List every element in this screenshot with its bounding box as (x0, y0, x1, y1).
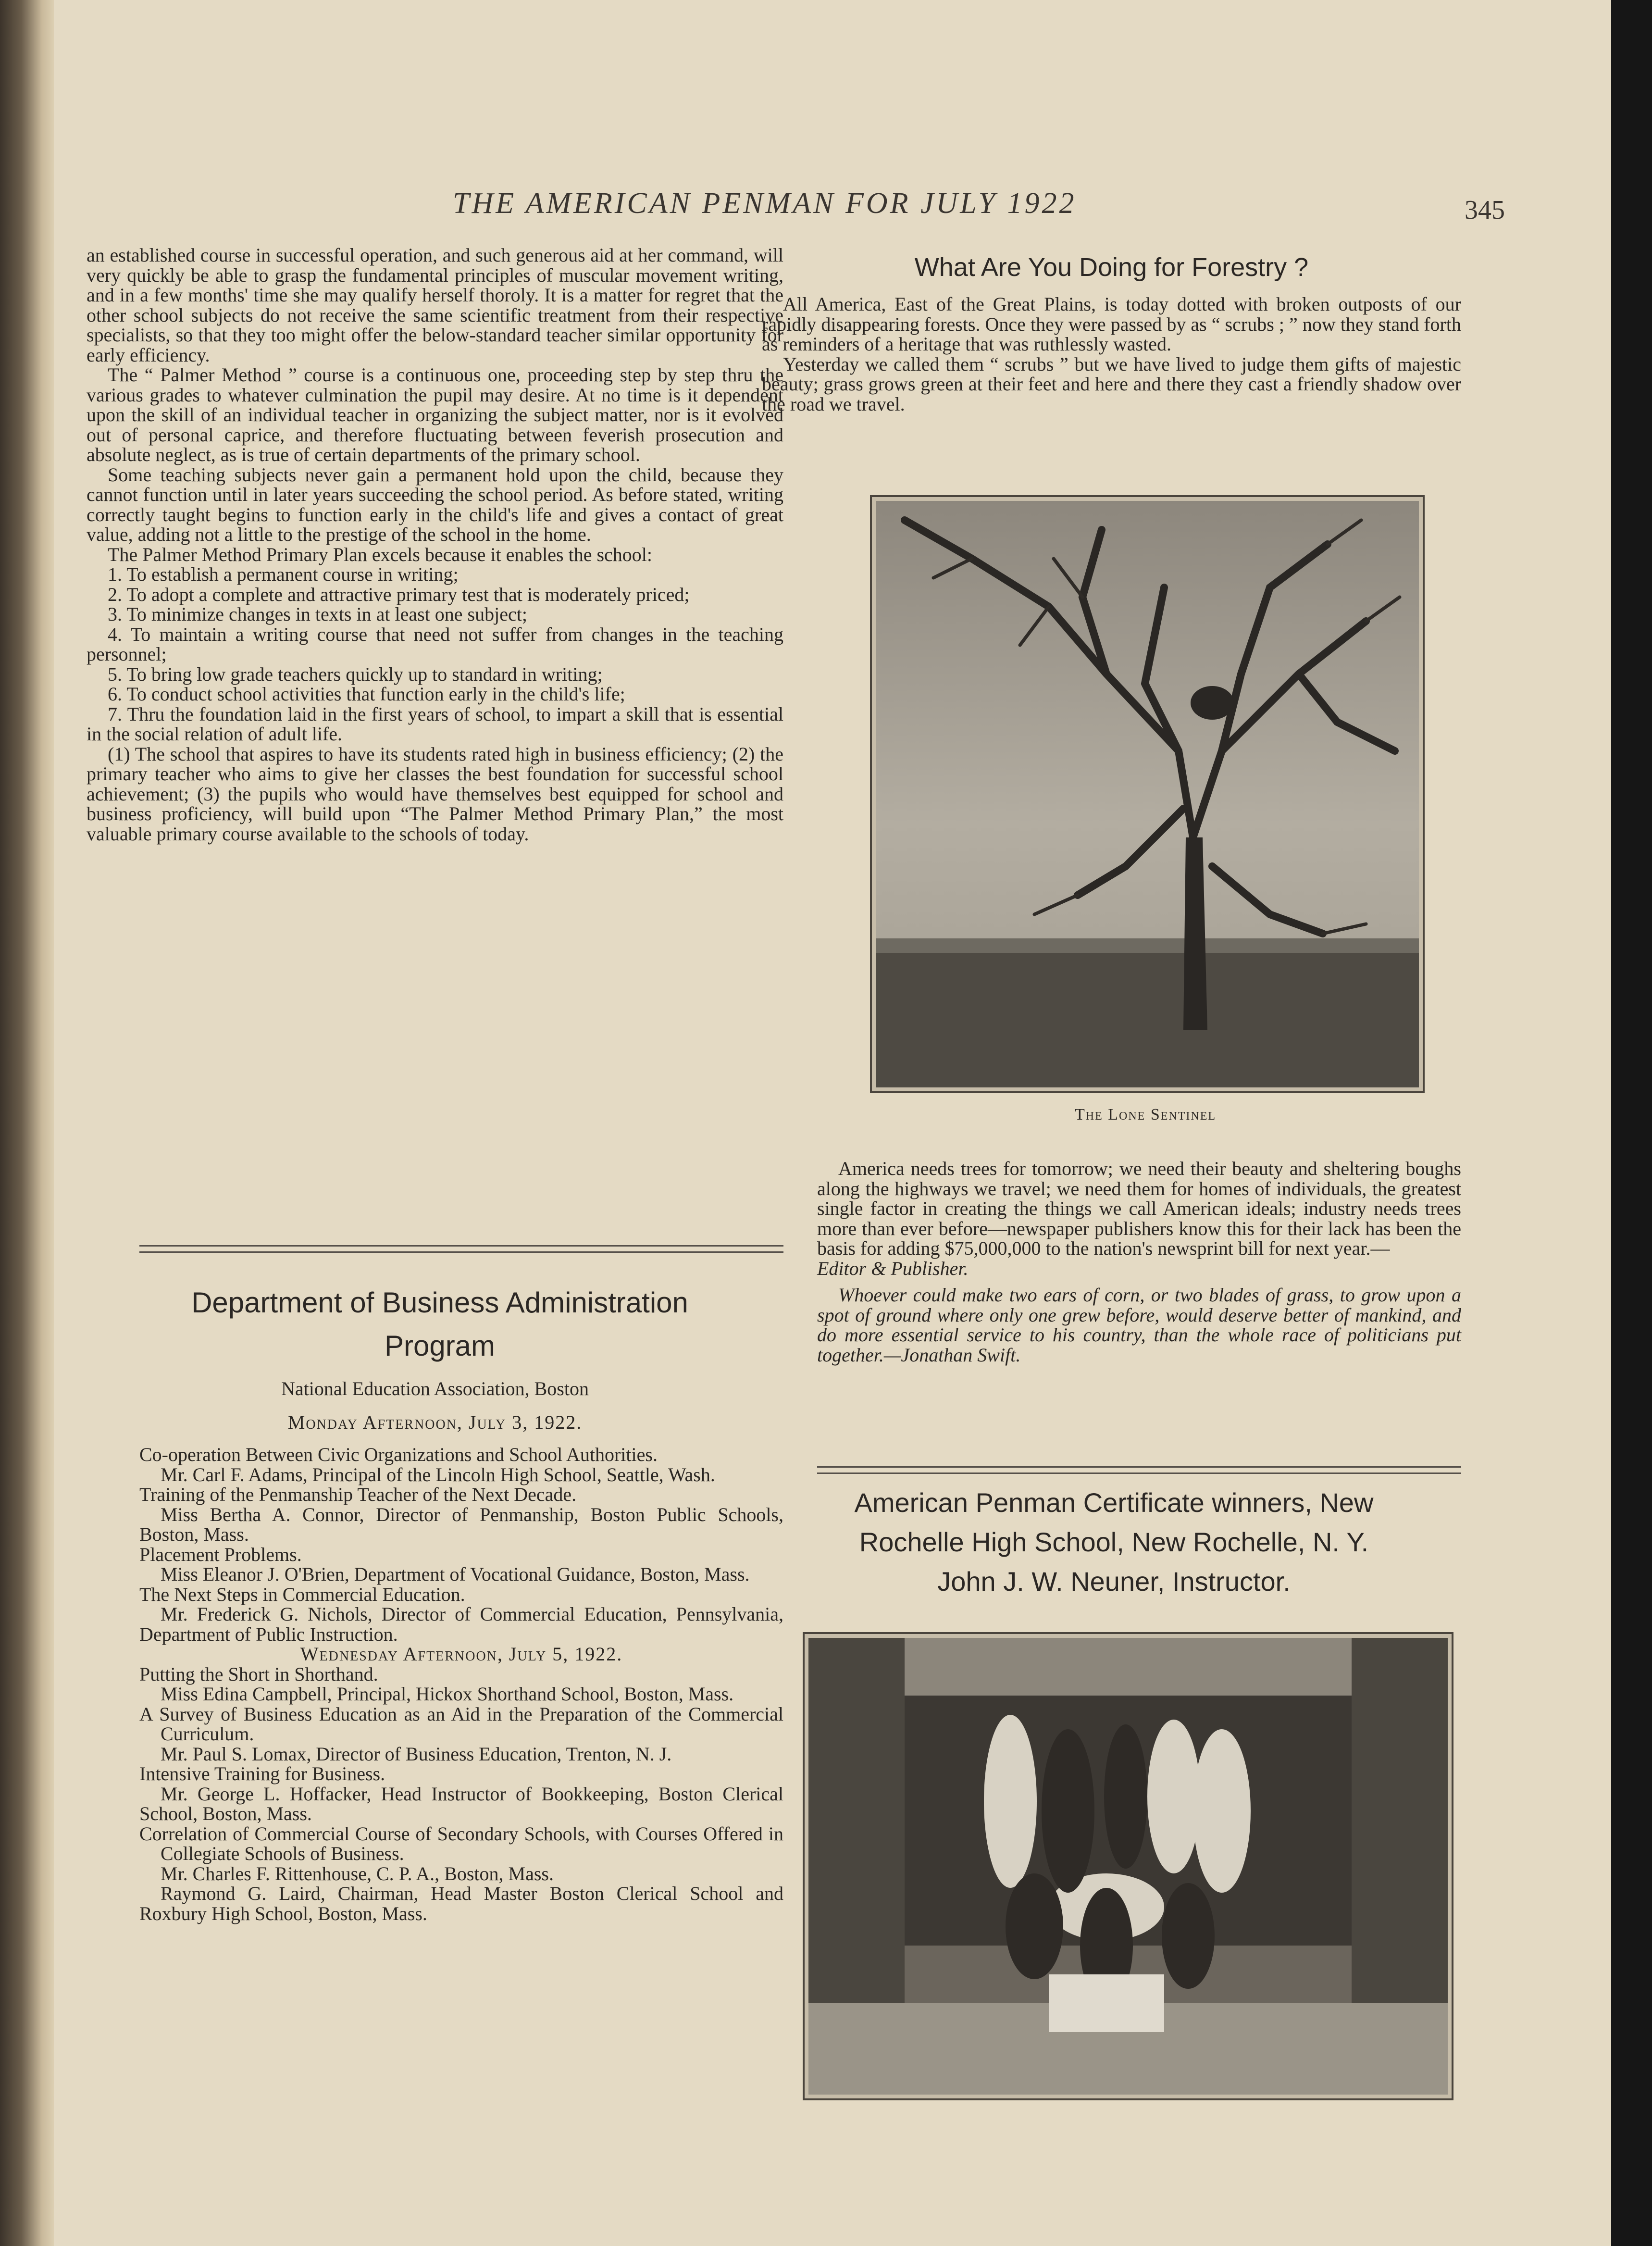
program-item: Placement Problems. (139, 1543, 302, 1565)
certificate-line: John J. W. Neuner, Instructor. (937, 1566, 1291, 1597)
program-item: Putting the Short in Shorthand. (139, 1663, 378, 1685)
photo-caption: The Lone Sentinel (1074, 1106, 1217, 1123)
program-item: Raymond G. Laird, Chairman, Head Master Boston Clerical School and Roxbury High School, Boston, Mass. (139, 1883, 783, 1924)
program-item: Miss Bertha A. Connor, Director of Penmanship, Boston Public Schools, Boston, Mass. (139, 1503, 783, 1545)
list-item: 2. To adopt a complete and attractive primary test that is moderately priced; (108, 583, 690, 605)
certificate-line: American Penman Certificate winners, New (854, 1487, 1374, 1518)
program-item: Miss Eleanor J. O'Brien, Department of Vocational Guidance, Boston, Mass. (161, 1563, 750, 1585)
swift-quote: Whoever could make two ears of corn, or two blades of grass, to grow upon a spot of ground where only one grew before, would deserve better of mankind, and do more essential service to his country, than the whole race of politicians put together.—Jonathan Swift. (817, 1284, 1461, 1366)
left-column-text (87, 245, 783, 844)
program-item: Training of the Penmanship Teacher of the Next Decade. (139, 1484, 577, 1505)
tree-image (876, 501, 1419, 1087)
monday-date: Monday Afternoon, July 3, 1922. (287, 1411, 583, 1433)
list-item: 4. To maintain a writing course that need not suffer from changes in the teaching personnel; (87, 623, 783, 665)
students-photo (803, 1632, 1453, 2100)
program-item: Miss Edina Campbell, Principal, Hickox Shorthand School, Boston, Mass. (161, 1683, 734, 1705)
list-item: 6. To conduct school activities that function early in the child's life; (108, 683, 625, 705)
program-item: A Survey of Business Education as an Aid in the Preparation of the Commercial Curriculum. (139, 1703, 783, 1745)
tree-photo (870, 495, 1425, 1093)
paragraph: All America, East of the Great Plains, is today dotted with broken outposts of our rapidly disappearing forests. Once they were passed by as “ scrubs ; ” now they stand forth as reminders of a heritage that was ruthlessly wasted. (762, 293, 1461, 355)
wednesday-date: Wednesday Afternoon, July 5, 1922. (300, 1643, 623, 1665)
certificate-line: Rochelle High School, New Rochelle, N. Y. (859, 1527, 1369, 1557)
monday-program (139, 1445, 783, 1923)
department-heading (106, 1281, 774, 1368)
program-item: Mr. Charles F. Rittenhouse, C. P. A., Boston, Mass. (161, 1862, 554, 1884)
program-item: Mr. Carl F. Adams, Principal of the Lincoln High School, Seattle, Wash. (161, 1463, 715, 1485)
paragraph: an established course in successful operation, and such generous aid at her command, will very quickly be able to grasp the fundamental principles of muscular movement writing, and in a few months' time she may qualify herself thoroly. It is a matter for regret that the other school subjects do not receive the same scientific treatment from their respective specialists, so that they too might offer the below-standard teacher similar opportunity for early efficiency. (87, 244, 783, 366)
department-title-line: Program (384, 1330, 496, 1362)
list-item: 1. To establish a permanent course in writing; (108, 563, 459, 585)
book-spine (0, 0, 54, 2246)
section-divider (817, 1466, 1461, 1474)
program-item: Mr. Paul S. Lomax, Director of Business Education, Trenton, N. J. (161, 1743, 672, 1765)
running-title: THE AMERICAN PENMAN FOR JULY 1922 (453, 187, 1077, 220)
section-divider (139, 1245, 783, 1253)
program-item: Mr. George L. Hoffacker, Head Instructor of Bookkeeping, Boston Clerical School, Boston, Mass. (139, 1783, 783, 1824)
list-item: 3. To minimize changes in texts in at least one subject; (108, 603, 527, 625)
paragraph: Yesterday we called them “ scrubs ” but we have lived to judge them gifts of majestic beauty; grass grows green at their feet and here and there they cast a friendly shadow over the road we travel. (762, 353, 1461, 415)
attribution: Editor & Publisher. (817, 1257, 969, 1279)
certificate-heading (767, 1483, 1461, 1601)
program-item: The Next Steps in Commercial Education. (139, 1583, 465, 1605)
paragraph: (1) The school that aspires to have its students rated high in business efficiency; (2) the primary teacher who aims to give her classes the best foundation for successful school achievement; (3) the pupils who would have themselves best equipped for school and business proficiency, will build upon “The Palmer Method Primary Plan,” the most valuable primary course available to the schools of today. (87, 743, 783, 845)
program-item: Co-operation Between Civic Organizations and School Authorities. (139, 1444, 658, 1465)
list-item: 7. Thru the foundation laid in the first years of school, to impart a skill that is essential in the social relation of adult life. (87, 703, 783, 745)
paragraph: America needs trees for tomorrow; we need their beauty and sheltering boughs along the highways we travel; we need them for homes of individuals, the greatest single factor in creating the things we call American ideals; industry needs trees more than ever before—newspaper publishers know this for their lack has been the basis for adding $75,000,000 to the nation's newsprint bill for next year.— (817, 1158, 1461, 1259)
forestry-body (817, 1159, 1461, 1365)
paragraph: The “ Palmer Method ” course is a continuous one, proceeding step by step thru the various grades to whatever culmination the pupil may desire. At no time is it dependent upon the skill of an individual teacher in organizing the subject matter, nor is it evolved out of personal caprice, and therefore fluctuating between feverish prosecution and absolute neglect, as is true of certain departments of the primary school. (87, 364, 783, 465)
students-image (808, 1638, 1448, 2095)
department-title-line: Department of Business Administration (191, 1286, 688, 1319)
association-line: National Education Association, Boston (281, 1378, 589, 1399)
page-edge-shadow (1611, 0, 1652, 2246)
program-item: Correlation of Commercial Course of Secondary Schools, with Courses Offered in Collegiate Schools of Business. (139, 1822, 783, 1864)
list-item: 5. To bring low grade teachers quickly up to standard in writing; (108, 663, 603, 685)
paragraph: The Palmer Method Primary Plan excels because it enables the school: (108, 543, 653, 565)
paragraph: Some teaching subjects never gain a permanent hold upon the child, because they cannot function until in later years succeeding the school period. As before stated, writing correctly taught begins to function early in the child's life and gives a contact of great value, adding not a little to the prestige of the school in the home. (87, 463, 783, 545)
forestry-intro (762, 294, 1461, 414)
forestry-heading: What Are You Doing for Forestry ? (914, 253, 1309, 282)
page-number: 345 (1465, 195, 1505, 225)
program-item: Intensive Training for Business. (139, 1763, 385, 1784)
program-item: Mr. Frederick G. Nichols, Director of Commercial Education, Pennsylvania, Department of Public Instruction. (139, 1603, 783, 1645)
